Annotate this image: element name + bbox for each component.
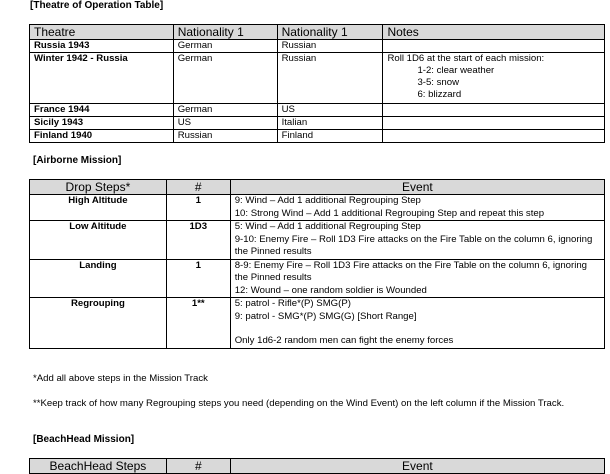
nationality-cell: Russian <box>173 130 277 143</box>
event-cell <box>230 221 604 260</box>
beachhead-table-header <box>30 459 605 474</box>
theatre-cell: Winter 1942 - Russia <box>30 53 174 104</box>
table-row <box>30 40 605 53</box>
nationality-cell: US <box>173 117 277 130</box>
theatre-cell: Finland 1940 <box>30 130 174 143</box>
nationality-cell: Russian <box>277 53 383 104</box>
notes-cell <box>383 130 605 143</box>
step-cell: Landing <box>30 259 167 298</box>
notes-cell <box>383 53 605 104</box>
table-row <box>30 117 605 130</box>
airborne-table <box>29 179 605 349</box>
event-line: Only 1d6-2 random men can fight the enemy forces <box>234 335 454 346</box>
event-line: 12: Wound – one random soldier is Wounded <box>234 284 427 296</box>
table-row <box>30 298 605 349</box>
nationality-cell: US <box>277 104 383 117</box>
nationality-cell: German <box>173 40 277 53</box>
event-line: 9-10: Enemy Fire – Roll 1D3 Fire attacks on the Fire Table on the column 6, ignoring the Pinned results <box>234 233 593 257</box>
col-theatre: Theatre <box>30 25 174 40</box>
col-drop-steps: Drop Steps* <box>30 180 167 195</box>
theatre-cell: Russia 1943 <box>30 40 174 53</box>
count-cell: 1 <box>166 259 230 298</box>
count-cell: 1** <box>166 298 230 349</box>
event-cell <box>230 259 604 298</box>
col-notes: Notes <box>383 25 605 40</box>
table-row <box>30 195 605 221</box>
table-row <box>30 130 605 143</box>
col-nationality-1: Nationality 1 <box>173 25 277 40</box>
footnote-1: *Add all above steps in the Mission Track <box>33 373 208 384</box>
step-cell: High Altitude <box>30 195 167 221</box>
airborne-heading: [Airborne Mission] <box>33 155 122 166</box>
theatre-cell: Sicily 1943 <box>30 117 174 130</box>
nationality-cell: Finland <box>277 130 383 143</box>
beachhead-table <box>29 458 605 474</box>
theatre-table-header <box>30 25 605 40</box>
nationality-cell: Italian <box>277 117 383 130</box>
theatre-cell: France 1944 <box>30 104 174 117</box>
nationality-cell: German <box>173 53 277 104</box>
event-line: 9: Wind – Add 1 additional Regrouping Step <box>234 195 421 206</box>
event-line: 9: patrol - SMG*(P) SMG(G) [Short Range] <box>234 310 417 322</box>
event-line: 10: Strong Wind – Add 1 additional Regrouping Step and repeat this step <box>234 207 545 219</box>
count-cell: 1D3 <box>166 221 230 260</box>
col-event: Event <box>230 180 604 195</box>
event-cell <box>230 298 604 349</box>
step-cell: Regrouping <box>30 298 167 349</box>
col-beachhead-steps: BeachHead Steps <box>30 459 167 474</box>
notes-line: 6: blizzard <box>417 89 462 100</box>
table-row <box>30 221 605 260</box>
notes-line: 3-5: snow <box>417 77 460 88</box>
table-row <box>30 104 605 117</box>
col-number: # <box>166 459 230 474</box>
table-row <box>30 53 605 104</box>
nationality-cell: German <box>173 104 277 117</box>
event-cell <box>230 195 604 221</box>
col-number: # <box>166 180 230 195</box>
beachhead-heading: [BeachHead Mission] <box>33 434 135 445</box>
event-line: 8-9: Enemy Fire – Roll 1D3 Fire attacks on the Fire Table on the column 6, ignoring the Pinned results <box>234 259 588 283</box>
notes-line: Roll 1D6 at the start of each mission: <box>387 53 545 64</box>
airborne-table-header <box>30 180 605 195</box>
notes-cell <box>383 40 605 53</box>
event-line: 5: Wind – Add 1 additional Regrouping Step <box>234 221 421 232</box>
notes-cell <box>383 104 605 117</box>
table-row <box>30 259 605 298</box>
notes-line: 1-2: clear weather <box>417 65 495 76</box>
theatre-heading: [Theatre of Operation Table] <box>30 0 164 11</box>
footnote-2: **Keep track of how many Regrouping steps you need (depending on the Wind Event) on the left column if the Mission Track. <box>33 398 565 409</box>
step-cell: Low Altitude <box>30 221 167 260</box>
notes-cell <box>383 117 605 130</box>
event-line: 5: patrol - Rifle*(P) SMG(P) <box>234 298 351 309</box>
theatre-table <box>29 24 605 143</box>
event-line <box>235 323 600 335</box>
col-event: Event <box>230 459 604 474</box>
nationality-cell: Russian <box>277 40 383 53</box>
count-cell: 1 <box>166 195 230 221</box>
col-nationality-2: Nationality 1 <box>277 25 383 40</box>
